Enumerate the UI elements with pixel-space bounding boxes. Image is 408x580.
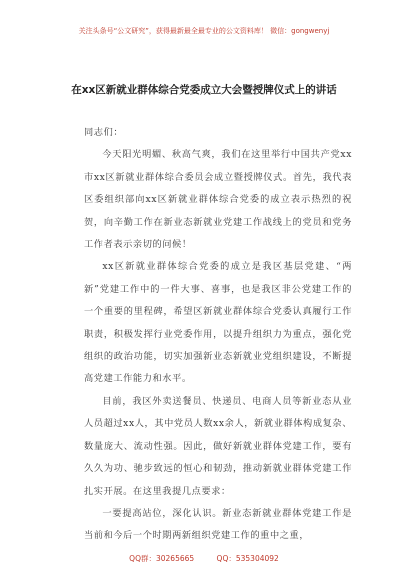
paragraph: xx区新就业群体综合党委的成立是我区基层党建、“两新”党建工作中的一件大事、喜事，也是我区非公党建工作的一个重要的里程碑，希望区新就业群体综合党委认真履行工作职责，积极发挥行业党委作用，以提升组织力为重点，强化党组织的政治功能，切实加强新业态新就业党组织建设，不断提高党建工作能力和水平。 — [84, 261, 352, 385]
footer-contact — [0, 553, 408, 564]
document-body — [84, 118, 352, 548]
paragraph: 目前，我区外卖送餐员、快递员、电商人员等新业态从业人员超过xx人，其中党员人数xx余人，新就业群体构成复杂、数量庞大、流动性强。因此，做好新就业群体党建工作，要有久久为功、驰步致远的恒心和韧劲，推动新就业群体党建工作扎实开展。在这里我提几点要求： — [84, 395, 352, 497]
paragraph: 一要提高站位，深化认识。新业态新就业群体党建工作是当前和今后一个时期两新组织党建工作的重中之重， — [84, 507, 352, 542]
footer-qq: QQ：535304092 — [216, 554, 279, 563]
document-title: 在xx区新就业群体综合党委成立大会暨授牌仪式上的讲话 — [71, 84, 337, 96]
footer-qq-group: QQ群：30265665 — [129, 554, 195, 563]
salutation: 同志们： — [84, 127, 124, 138]
header-banner: 关注头条号“公文研究”，获得最新最全最专业的公文资料库！ 微信：gongwenyj — [78, 27, 330, 35]
paragraph: 今天阳光明媚、秋高气爽，我们在这里举行中国共产党xx市xx区新就业群体综合委员会成立暨授牌仪式。首先，我代表区委组织部向xx区新就业群体综合党委的成立表示热烈的祝贺，向辛勤工作在新业态新就业党建工作战线上的党员和党务工作者表示亲切的问候！ — [84, 149, 352, 251]
